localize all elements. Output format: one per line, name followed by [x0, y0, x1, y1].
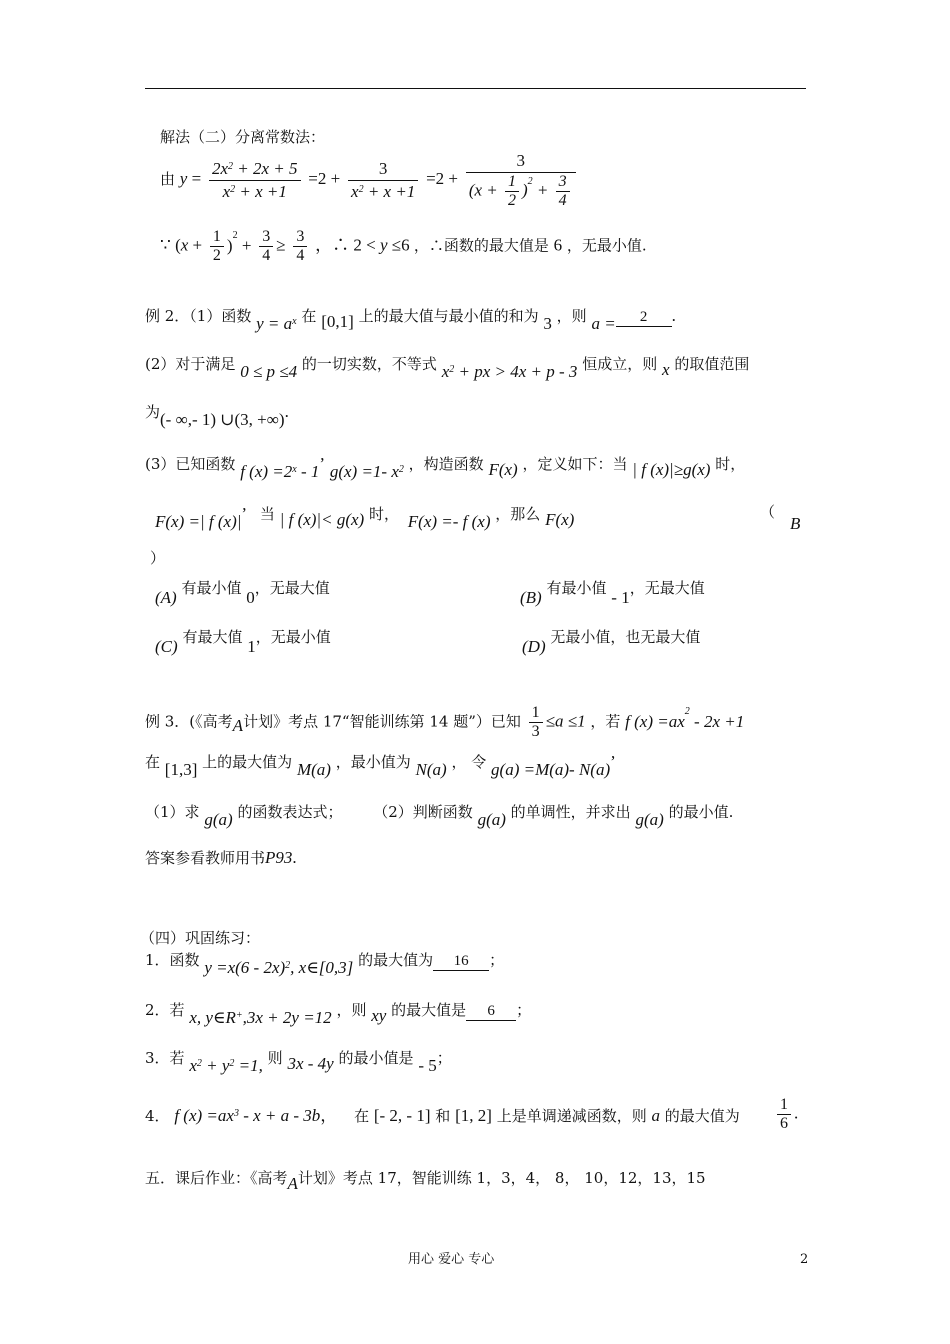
- example3-prefix: 例 3．(《高考: [145, 712, 233, 731]
- example3-if: ，若: [590, 712, 621, 731]
- option-c-label: (C): [155, 637, 178, 656]
- solution-title: 解法（二）分离常数法：: [160, 128, 326, 146]
- example2-answer: B: [790, 514, 801, 533]
- practice-item-2: 2．若 x, y∈R+,3x + 2y =12 ，则 xy 的最大值是 6 ；: [145, 1001, 532, 1027]
- practice-2-answer: 6: [466, 1002, 516, 1021]
- practice-item-3: 3．若 $x^2 + y^2 =1$, 则 3x - 4y 的最小值是 - 5；: [145, 1049, 452, 1075]
- example2-q2-text1: 的一切实数，不等式: [301, 355, 437, 373]
- solution-lead: 由: [160, 170, 176, 188]
- example2-q3: (3）已知函数 f $(x) =2^x - 1$’ g(x) =1- $x^2$ ，构造函数 F(x) ，定义如下：当 | f (x)|≥g(x) 时，: [145, 454, 746, 481]
- example2-q3-text1: ，构造函数: [408, 455, 484, 473]
- practice-3-mid: 则: [267, 1049, 283, 1067]
- practice-title: （四）巩固练习：: [140, 929, 261, 947]
- option-a-tail: ，无最大值: [254, 579, 330, 597]
- option-b-label: (B): [520, 588, 542, 607]
- practice-2-tail: 的最大值是: [391, 1001, 467, 1019]
- homework-prefix: 五．课后作业：《高考: [145, 1169, 288, 1187]
- example3-sub1-tail: 的函数表达式；: [237, 803, 343, 821]
- practice-3-answer: - 5: [418, 1056, 437, 1075]
- practice-2-prefix: 2．若: [145, 1001, 185, 1019]
- header-rule: [145, 88, 806, 89]
- practice-4-tail: 上是单调递减函数，则: [496, 1107, 647, 1125]
- example2-q1-prefix: 例 2．（1）函数: [145, 307, 252, 325]
- practice-3-end: ；: [436, 1049, 452, 1067]
- example2-q3-text2: ，定义如下：当: [522, 455, 628, 473]
- option-c-val: 1: [247, 637, 256, 656]
- example3-min: ，最小值为: [335, 753, 411, 771]
- practice-1-prefix: 1．函数: [145, 951, 200, 969]
- option-b: [520, 578, 705, 607]
- page-number: 2: [800, 1252, 809, 1267]
- practice-2-end: ；: [516, 1001, 532, 1019]
- practice-1-tail: 的最大值为: [358, 951, 434, 969]
- example2-q2-text3: 的取值范围: [674, 355, 750, 373]
- practice-3-tail: 的最小值是: [338, 1049, 414, 1067]
- example2-paren-close: ）: [150, 549, 166, 567]
- option-a-label: (A): [155, 588, 177, 607]
- practice-2-mid: ，则: [336, 1001, 367, 1019]
- example2-q1-text: 上的最大值与最小值的和为: [358, 307, 539, 325]
- example2-q1-sum: 3: [543, 314, 552, 333]
- practice-4-answer: $\frac{1}{6}$ .: [774, 1096, 798, 1133]
- homework: 五．课后作业：《高考A计划》考点 17，智能训练 1，3，4， 8， 10，12，13，15: [145, 1169, 706, 1193]
- option-b-tail: ，无最大值: [629, 579, 705, 597]
- example2-q1-then: ，则: [556, 307, 587, 325]
- practice-1-end: ；: [489, 951, 505, 969]
- practice-3-prefix: 3．若: [145, 1049, 185, 1067]
- option-d: [522, 627, 701, 656]
- example2-q1-answer: 2: [616, 308, 672, 327]
- example3-let: ， 令: [451, 753, 487, 771]
- example3-max: 上的最大值为: [202, 753, 293, 771]
- option-a-text: 有最小值: [181, 579, 242, 597]
- option-b-val: - 1: [611, 588, 630, 607]
- practice-4-mid: 在: [354, 1107, 370, 1125]
- practice-4-prefix: 4．: [145, 1107, 170, 1125]
- option-a-val: 0: [246, 588, 255, 607]
- example2-q2-prefix: (2）对于满足: [145, 355, 236, 373]
- option-d-label: (D): [522, 637, 546, 656]
- example3-sub2: （2）判断函数: [373, 803, 473, 821]
- example2-q1-in: 在: [301, 307, 317, 325]
- solution-equation: 由 y = $\frac{2x^2 + 2x + 5}{x^2 + x +1}$ =2 + $\frac{3}{x^2 + x +1}$ =2 + 3 (x + $\frac{1}{2}$ )$^2$ + $\frac{3}{4}$: [160, 150, 579, 210]
- practice-1-answer: 16: [433, 952, 489, 971]
- practice-item-1: 1．函数 y =x(6 - 2x)$^2$, x∈[0,3] 的最大值为 16 ；: [145, 951, 505, 977]
- option-b-text: 有最小值: [546, 579, 607, 597]
- example2-q2-text2: 恒成立，则: [582, 355, 658, 373]
- solution-max-value: 6: [553, 235, 563, 255]
- example3-answer: 答案参看教师用书P93.: [145, 848, 297, 867]
- practice-item-4: 4． f $(x) =ax^3 - x + a - 3b$， 在 [- 2, - 1] 和 [1, 2] 上是单调递减函数，则 a 的最大值为: [145, 1106, 740, 1125]
- homework-tail: 计划》考点 17，智能训练 1，3，4， 8， 10，12，13，15: [297, 1169, 706, 1187]
- example3-plan: 计划》考点 17“智能训练第 14 题”）已知: [243, 712, 521, 731]
- example2-q1: 例 2．（1）函数 $y = a^x$ 在 [0,1] 上的最大值与最小值的和为 3 ，则 a = 2 .: [145, 306, 676, 333]
- option-d-text: 无最小值，也无最大值: [550, 628, 701, 646]
- example2-paren-open: （: [760, 503, 776, 521]
- example3-sub2-tail: 的最小值.: [668, 803, 734, 821]
- option-c: [155, 627, 331, 656]
- example2-q3-when: 时，: [715, 455, 746, 473]
- example3-in: 在: [145, 753, 161, 771]
- example3-subs: （1）求 g(a) 的函数表达式； （2）判断函数 g(a) 的单调性，并求出 g(a) 的最小值.: [145, 803, 734, 829]
- practice-4-and: 和: [435, 1107, 451, 1125]
- footer-center: 用心 爱心 专心: [408, 1252, 495, 1267]
- example2-q2-range: 为(- ∞,- 1) ∪(3, +∞).: [145, 402, 289, 429]
- example3-sub1: （1）求: [145, 803, 200, 821]
- example3-line2: 在 [1,3] 上的最大值为 M(a) ，最小值为 N(a) ， 令 g(a) =M(a)- N(a)’: [145, 752, 616, 779]
- example2-q3-when2: 时，: [368, 505, 399, 523]
- solution-max-text: ，∴函数的最大值是: [413, 236, 549, 255]
- example2-q3-na: ，那么: [495, 505, 541, 523]
- solution-no-min: ，无最小值.: [566, 236, 647, 255]
- option-a: [155, 578, 330, 607]
- practice-4-tail2: 的最大值为: [664, 1107, 740, 1125]
- example3-answer-ref: 答案参看教师用书: [145, 849, 266, 867]
- example2-q2-wei: 为: [145, 403, 161, 421]
- example2-q3-line2: F(x) =| f (x)|’ 当 | f (x)|< g(x) 时， F(x) =- f (x) ，那么 F(x): [155, 504, 575, 531]
- example3-line1: 例 3．(《高考A计划》考点 17“智能训练第 14 题”）已知 $\frac{1}{3}$ ≤a ≤1 ，若 f $(x) =ax^2 - 2x +1$: [145, 704, 745, 740]
- example2-q3-prefix: (3）已知函数: [145, 455, 236, 473]
- solution-therefore: ∵ (x + $\frac{1}{2}$ )$^2$ + $\frac{3}{4}$ ≥ $\frac{3}{4}$ ，∴ 2 < y ≤6 ，∴函数的最大值是 6 ，无最小值.: [160, 228, 647, 264]
- example2-q3-dang: 当: [259, 505, 275, 523]
- option-c-text: 有最大值: [182, 628, 243, 646]
- option-c-tail: ，无最小值: [255, 628, 331, 646]
- example2-q2: (2）对于满足 0 ≤ p ≤4 的一切实数，不等式 $x^2$ + px > 4x + p - 3 恒成立，则 x 的取值范围: [145, 355, 750, 381]
- example3-sub2-mid: 的单调性，并求出: [510, 803, 631, 821]
- example3-answer-page: P93: [265, 848, 293, 867]
